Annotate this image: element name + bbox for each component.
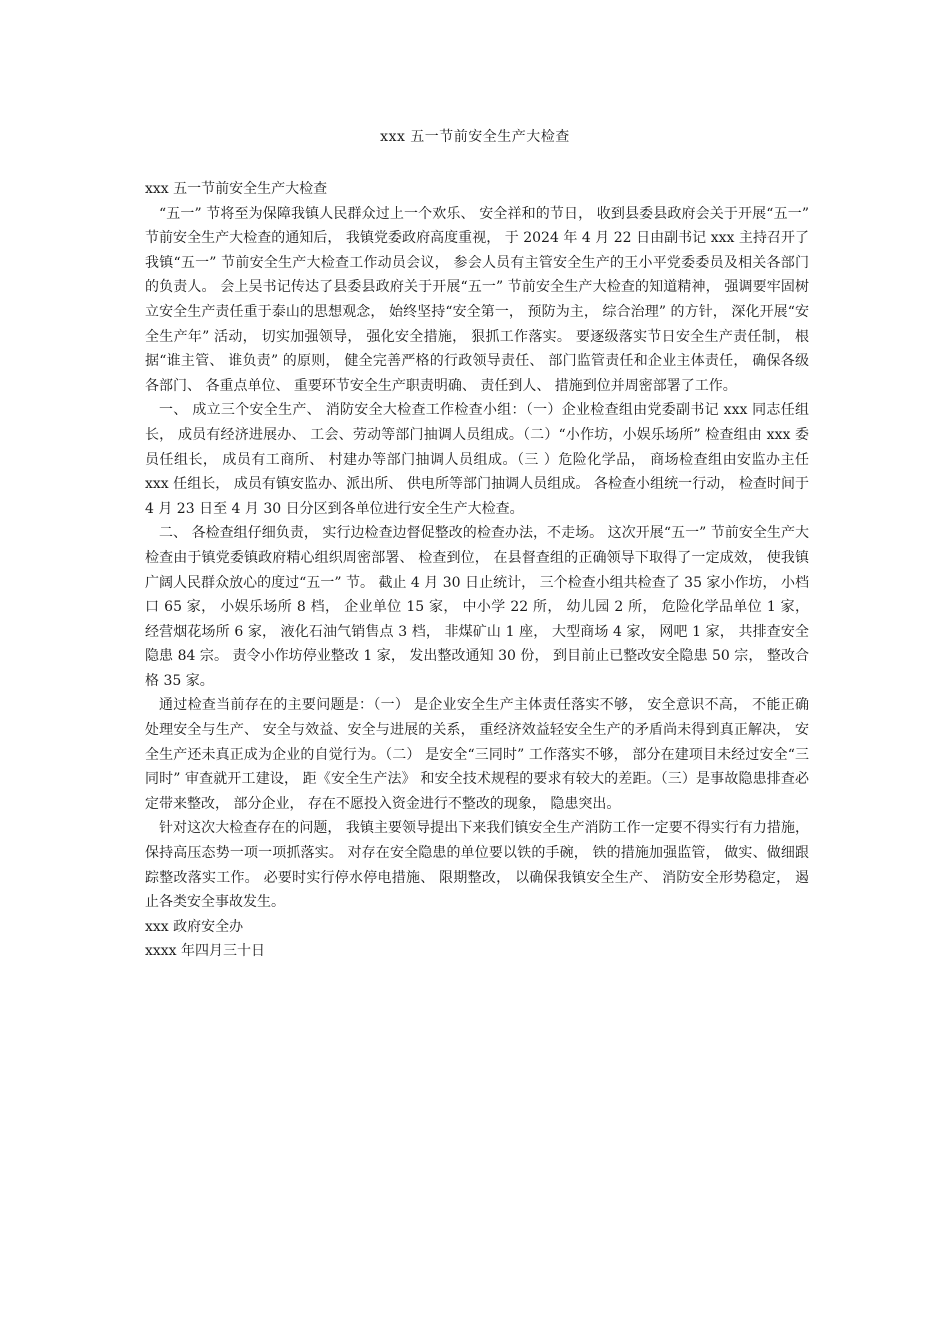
signature: xxx 政府安全办 [145, 918, 244, 935]
paragraph-problems: 通过检查当前存在的主要问题是：（一） 是企业安全生产主体责任落实不够， 安全意识不高， 不能正确处理安全与生产、 安全与效益、安全与进展的关系， 重经济效益轻安全生产的矛盾尚未得到真正解决， 安全生产还未真正成为企业的自觉行为。（二） 是安全“三同时” 工作落实不够， 部分在建项目未经过安全“三同时” 审查就开工建设， 距《安全生产法》 和安全技术规程的要求有较大的差距。（三）是事故隐患排查必定带来整改， 部分企业， 存在不愿投入资金进行不整改的现象， 隐患突出。 [145, 697, 809, 812]
paragraph-section-one: 一、 成立三个安全生产、 消防安全大检查工作检查小组：（一）企业检查组由党委副书记 xxx 同志任组长， 成员有经济进展办、 工会、劳动等部门抽调人员组成。（二）“小作坊，小娱乐场所” 检查组由 xxx 委员任组长， 成员有工商所、 村建办等部门抽调人员组成。（三 ）危险化学品， 商场检查组由安监办主任 xxx 任组长， 成员有镇安监办、派出所、 供电所等部门抽调人员组成。 各检查小组统一行动， 检查时间于 4 月 23 日至 4 月 30 日分区到各单位进行安全生产大检查。 [145, 402, 809, 517]
document-subtitle: xxx 五一节前安全生产大检查 [145, 181, 328, 197]
paragraph-measures: 针对这次大检查存在的问题， 我镇主要领导提出下来我们镇安全生产消防工作一定要不得实行有力措施， 保持高压态势一项一项抓落实。 对存在安全隐患的单位要以铁的手碗， 铁的措施加强监管， 做实、做细跟踪整改落实工作。 必要时实行停水停电措施、 限期整改， 以确保我镇安全生产、 消防安全形势稳定， 遏止各类安全事故发生。 [145, 820, 809, 911]
paragraph-intro: “五一” 节将至为保障我镇人民群众过上一个欢乐、 安全祥和的节日， 收到县委县政府会关于开展“五一” 节前安全生产大检查的通知后， 我镇党委政府高度重视， 于 2024 年 4 月 22 日由副书记 xxx 主持召开了我镇“五一” 节前安全生产大检查工作动员会议， 参会人员有主管安全生产的王小平党委委员及相关各部门的负责人。 会上吴书记传达了县委县政府关于开展“五一” 节前安全生产大检查的知道精神， 强调要牢固树立安全生产责任重于泰山的思想观念， 始终坚持“安全第一， 预防为主， 综合治理” 的方针， 深化开展“安全生产年” 活动， 切实加强领导， 强化安全措施， 狠抓工作落实。 要逐级落实节日安全生产责任制， 根据“谁主管、 谁负责” 的原则， 健全完善严格的行政领导责任、 部门监管责任和企业主体责任， 确保各级各部门、 各重点单位、 重要环节安全生产职责明确、 责任到人、 措施到位并周密部署了工作。 [145, 205, 809, 394]
document-body [145, 177, 809, 964]
paragraph-section-two: 二、 各检查组仔细负责， 实行边检查边督促整改的检查办法，不走场。 这次开展“五一” 节前安全生产大检查由于镇党委镇政府精心组织周密部署、 检查到位， 在县督查组的正确领导下取得了一定成效， 使我镇广阔人民群众放心的度过“五一” 节。 截止 4 月 30 日止统计， 三个检查小组共检查了 35 家小作坊， 小档口 65 家， 小娱乐场所 8 档， 企业单位 15 家， 中小学 22 所， 幼儿园 2 所， 危险化学品单位 1 家， 经营烟花场所 6 家， 液化石油气销售点 3 档， 非煤矿山 1 座， 大型商场 4 家， 网吧 1 家， 共排查安全隐患 84 宗。 责令小作坊停业整改 1 家， 发出整改通知 30 份， 到目前止已整改安全隐患 50 宗， 整改合格 35 家。 [145, 525, 809, 689]
document-title: xxx 五一节前安全生产大检查 [380, 129, 570, 145]
document-date: xxxx 年四月三十日 [145, 943, 266, 960]
